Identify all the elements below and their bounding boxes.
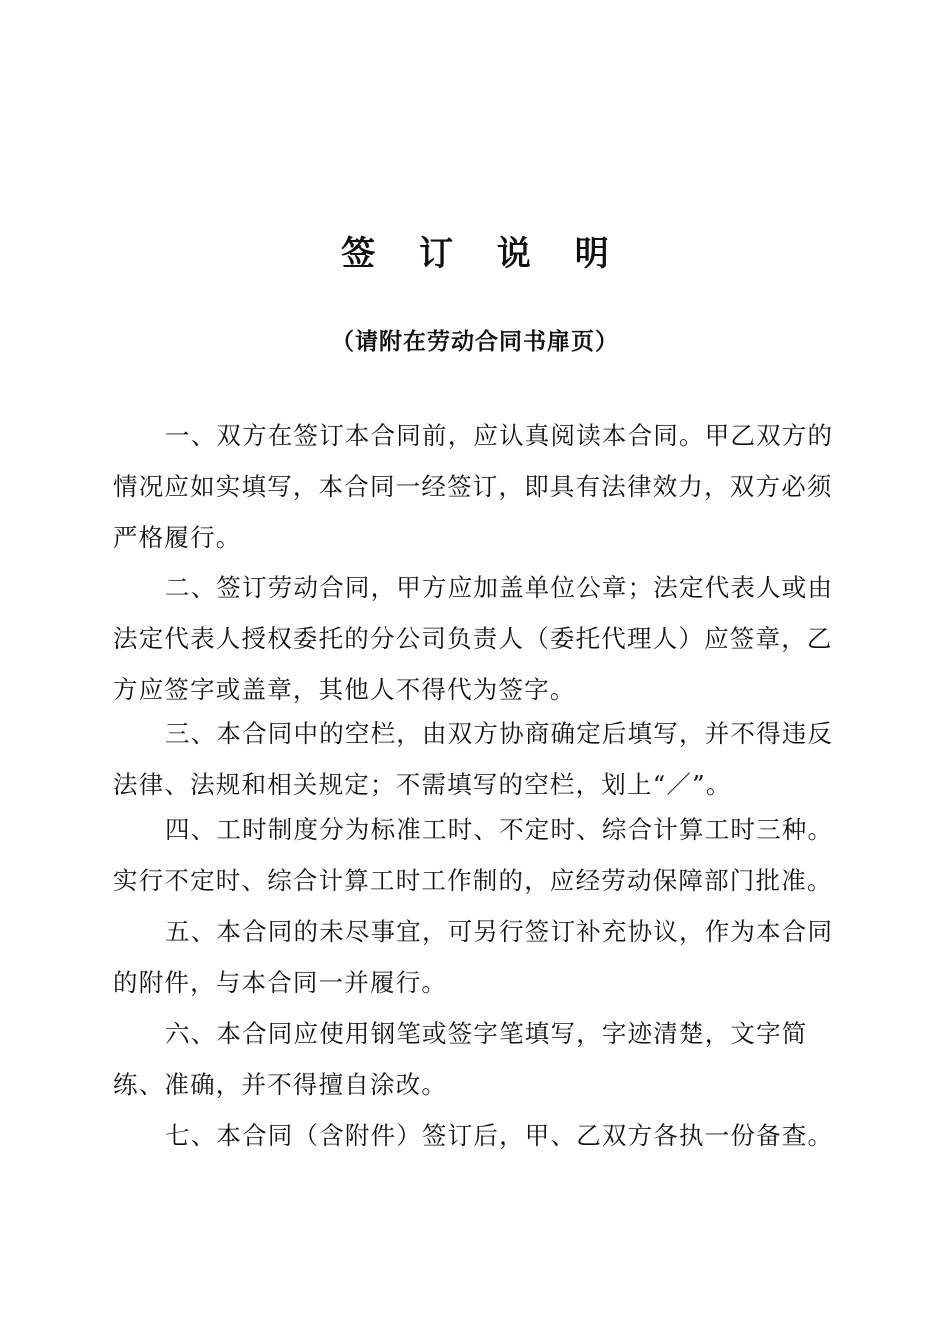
instruction-paragraph-2: 二、签订劳动合同，甲方应加盖单位公章；法定代表人或由法定代表人授权委托的分公司负责人（委托代理人）应签章，乙方应签字或盖章，其他人不得代为签字。	[113, 573, 834, 704]
instruction-paragraph-4: 四、工时制度分为标准工时、不定时、综合计算工时三种。实行不定时、综合计算工时工作制的，应经劳动保障部门批准。	[113, 815, 834, 895]
instruction-paragraph-6: 六、本合同应使用钢笔或签字笔填写，字迹清楚，文字简练、准确，并不得擅自涂改。	[113, 1019, 808, 1099]
instruction-paragraph-7: 七、本合同（含附件）签订后，甲、乙双方各执一份备查。	[165, 1121, 834, 1150]
instruction-paragraph-5: 五、本合同的未尽事宜，可另行签订补充协议，作为本合同的附件，与本合同一并履行。	[113, 917, 834, 997]
instruction-paragraph-3: 三、本合同中的空栏，由双方协商确定后填写，并不得违反法律、法规和相关规定；不需填写的空栏，划上“／”。	[113, 719, 834, 799]
instruction-paragraph-1: 一、双方在签订本合同前，应认真阅读本合同。甲乙双方的情况应如实填写，本合同一经签订，即具有法律效力，双方必须严格履行。	[113, 421, 834, 552]
document-title: 签 订 说 明	[341, 234, 625, 274]
document-subtitle: （请附在劳动合同书扉页）	[331, 329, 619, 355]
